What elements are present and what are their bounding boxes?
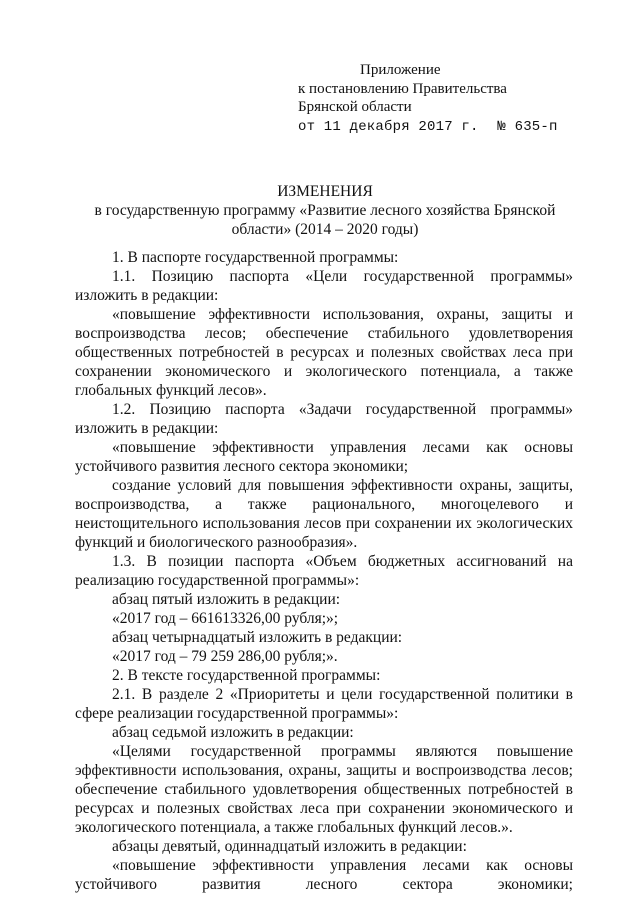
paragraph: 1.1. Позицию паспорта «Цели государственной программы» изложить в редакции: [75,268,573,304]
paragraph: «повышение эффективности использования, охраны, защиты и воспроизводства лесов; обеспечение стабильного удовлетворения общественных потребностей в ресурсах и полезных свойствах леса при сохранении экономического и экологического потенциала, а также глобальных функций лесов». [75,306,573,399]
paragraph: «2017 год – 661613326,00 рубля;»; [112,610,339,627]
paragraph: 1.3. В позиции паспорта «Объем бюджетных ассигнований на реализацию государственной программы»: [75,553,573,589]
resolution-line: к постановлению Правительства [298,80,507,97]
document-body [75,248,573,894]
paragraph: абзац пятый изложить в редакции: [112,591,341,608]
paragraph: абзацы девятый, одиннадцатый изложить в редакции: [112,838,467,855]
paragraph: 1.2. Позицию паспорта «Задачи государственной программы» изложить в редакции: [75,401,573,437]
paragraph: абзац четырнадцатый изложить в редакции: [112,629,403,646]
title-heading: ИЗМЕНЕНИЯ [277,183,373,200]
paragraph: 2. В тексте государственной программы: [112,667,381,684]
appendix-label: Приложение [360,62,441,78]
title-subtitle-line1: в государственную программу «Развитие лесного хозяйства Брянской [94,202,556,219]
paragraph: 1. В паспорте государственной программы: [112,249,399,266]
date-number-line [298,117,558,137]
paragraph: 2.1. В разделе 2 «Приоритеты и цели государственной политики в сфере реализации государственной программы»: [75,686,573,722]
paragraph: «Целями государственной программы являются повышение эффективности использования, охраны, защиты и воспроизводства лесов; обеспечение стабильного удовлетворения общественных потребностей в ресурсах и полезных свойствах леса при сохранении экономического и экологического потенциала, а также глобальных функций лесов.». [75,743,573,836]
paragraph: абзац седьмой изложить в редакции: [112,724,354,741]
paragraph: создание условий для повышения эффективности охраны, защиты, воспроизводства, а также рационального, многоцелевого и неистощительного использования лесов при сохранении их экологических функций и биологического разнообразия». [75,477,573,551]
region-line: Брянской области [298,99,412,115]
paragraph: «2017 год – 79 259 286,00 рубля;». [112,648,338,665]
resolution-date: от 11 декабря 2017 г. [298,118,479,135]
resolution-number: № 635-п [497,118,558,135]
appendix-header [298,61,558,136]
title-subtitle-line2: области» (2014 – 2020 годы) [231,221,419,238]
paragraph: «повышение эффективности управления лесами как основы устойчивого развития лесного сектора экономики; [75,857,573,893]
paragraph: «повышение эффективности управления лесами как основы устойчивого развития лесного сектора экономики; [75,439,573,475]
document-title [60,182,590,239]
